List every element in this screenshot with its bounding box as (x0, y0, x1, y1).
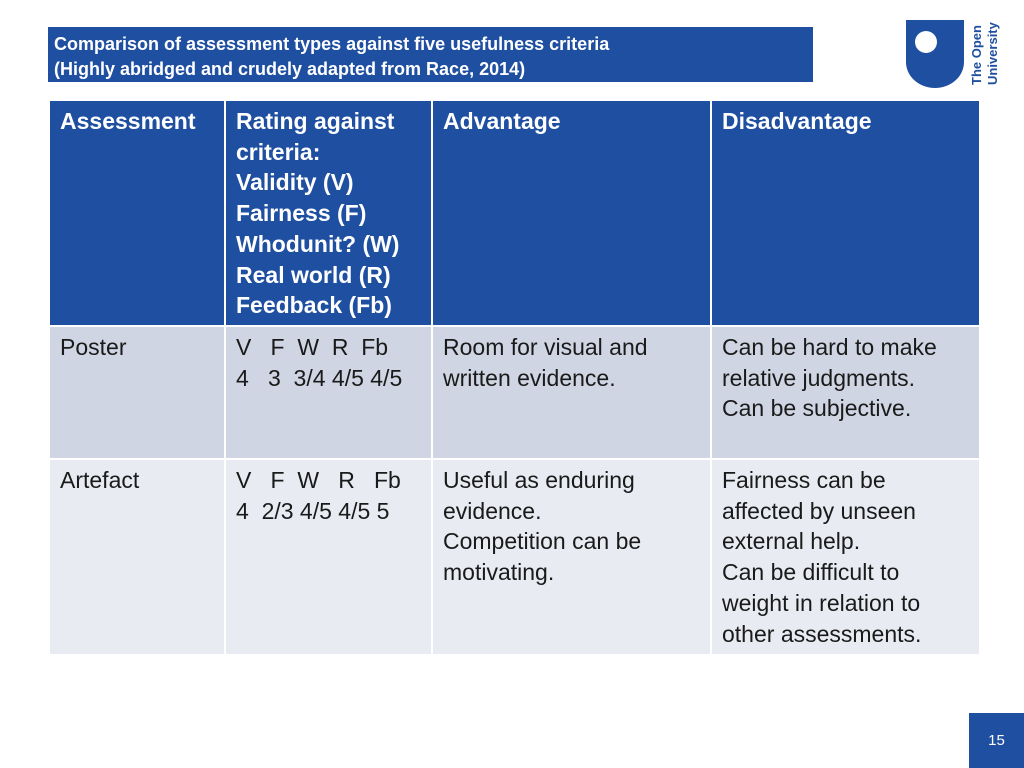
cell-advantage: Useful as enduring evidence. Competition can be motivating. (432, 459, 711, 655)
cell-disadvantage: Fairness can be affected by unseen external help. Can be difficult to weight in relation to other assessments. (711, 459, 980, 655)
header-rating: Rating against criteria: Validity (V) Fairness (F) Whodunit? (W) Real world (R) Feedback (Fb) (225, 100, 432, 326)
assessment-comparison-table (48, 99, 981, 656)
cell-rating: V F W R Fb 4 2/3 4/5 4/5 5 (225, 459, 432, 655)
header-advantage: Advantage (432, 100, 711, 326)
slide-title-line-2: (Highly abridged and crudely adapted from Race, 2014) (54, 59, 526, 79)
open-university-logo (906, 20, 1006, 88)
header-assessment: Assessment (49, 100, 225, 326)
table-row (49, 326, 980, 459)
slide-title-box (48, 27, 813, 82)
logo-shield-icon (906, 20, 964, 88)
logo-text-line-2: University (985, 22, 1000, 85)
slide-title-line-1: Comparison of assessment types against five usefulness criteria (54, 34, 610, 54)
cell-rating: V F W R Fb 4 3 3/4 4/5 4/5 (225, 326, 432, 459)
cell-assessment: Poster (49, 326, 225, 459)
logo-text-line-1: The Open (969, 25, 984, 85)
cell-disadvantage: Can be hard to make relative judgments. Can be subjective. (711, 326, 980, 459)
table-header-row (49, 100, 980, 326)
cell-advantage: Room for visual and written evidence. (432, 326, 711, 459)
page-number: 15 (969, 713, 1024, 768)
cell-assessment: Artefact (49, 459, 225, 655)
header-disadvantage: Disadvantage (711, 100, 980, 326)
table-row (49, 459, 980, 655)
logo-circle-icon (915, 31, 937, 53)
